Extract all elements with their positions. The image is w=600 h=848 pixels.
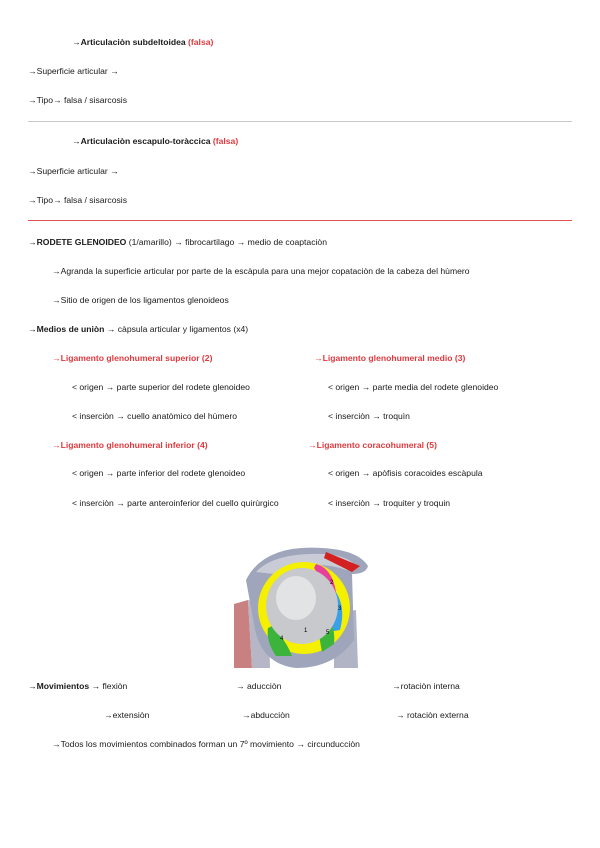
section2-title: →Articulaciòn escapulo-toràccica [72, 136, 211, 146]
movements-heading [28, 681, 127, 692]
rodete-heading [28, 237, 327, 248]
glenoid-illustration [234, 544, 370, 668]
movement-item: →abducciòn [242, 710, 290, 720]
figure-label-2: 2 [330, 580, 334, 586]
ligament-origin: < origen → parte media del rodete glenoideo [328, 382, 499, 392]
movements-summary: →Todos los movimientos combinados forman un 7º movimiento → circunducciòn [52, 739, 360, 749]
movement-item: →extensiòn [104, 710, 150, 720]
section2-tag: (falsa) [212, 136, 239, 146]
rodete-line1: →Agranda la superficie articular por parte de la escàpula para una mejor copataciòn de la cabeza del hùmero [52, 266, 470, 276]
rodete-label: →RODETE GLENOIDEO [28, 237, 127, 247]
glenoid-highlight [276, 576, 316, 620]
section1-surface: →Superficie articular → [28, 66, 119, 76]
figure-label-4: 4 [280, 636, 284, 642]
movements-label: →Movimientos [28, 681, 90, 691]
movement-item: →rotaciòn interna [392, 681, 460, 691]
ligament-insertion: < inserciòn → cuello anatòmico del hùmero [72, 411, 238, 421]
medios-heading [28, 324, 248, 335]
movement-item: → rotaciòn externa [396, 710, 469, 720]
section2-surface: →Superficie articular → [28, 166, 119, 176]
rodete-text: (1/amarillo) → fibrocartilago → medio de coaptaciòn [126, 237, 327, 247]
medios-label: →Medios de uniòn [28, 324, 105, 334]
ligament-origin: < origen → parte inferior del rodete glenoideo [72, 468, 246, 478]
movement-item: → flexiòn [91, 681, 128, 691]
section1-title: →Articulaciòn subdeltoidea [72, 37, 186, 47]
ligament-insertion: < inserciòn → troquìn [328, 411, 410, 421]
ligament-origin: < origen → parte superior del rodete glenoideo [72, 382, 250, 392]
section1-tag: (falsa) [188, 37, 214, 47]
ligament-title: →Ligamento glenohumeral superior (2) [52, 353, 213, 363]
ligament-insertion: < inserciòn → troquiter y troquin [328, 498, 451, 508]
ligament-title: →Ligamento coracohumeral (5) [308, 440, 437, 450]
figure-label-1: 1 [304, 628, 308, 634]
ligament-title: →Ligamento glenohumeral inferior (4) [52, 440, 208, 450]
ligament-insertion: < inserciòn → parte anteroinferior del cuello quirùrgico [72, 498, 279, 508]
ligament-origin: < origen → apòfisis coracoides escàpula [328, 468, 483, 478]
divider [28, 220, 572, 221]
movement-item: → aducciòn [236, 681, 282, 691]
section1-heading [72, 37, 213, 48]
rodete-line2: →Sitio de origen de los ligamentos glenoideos [52, 295, 229, 305]
medios-text: → càpsula articular y ligamentos (x4) [104, 324, 249, 334]
figure-label-3: 3 [338, 606, 342, 612]
ligament-title: →Ligamento glenohumeral medio (3) [314, 353, 466, 363]
section1-type: →Tipo→ falsa / sisarcosis [28, 95, 128, 105]
divider [28, 121, 572, 122]
section2-heading [72, 136, 238, 147]
section2-type: →Tipo→ falsa / sisarcosis [28, 195, 128, 205]
figure-label-5: 5 [326, 630, 330, 636]
